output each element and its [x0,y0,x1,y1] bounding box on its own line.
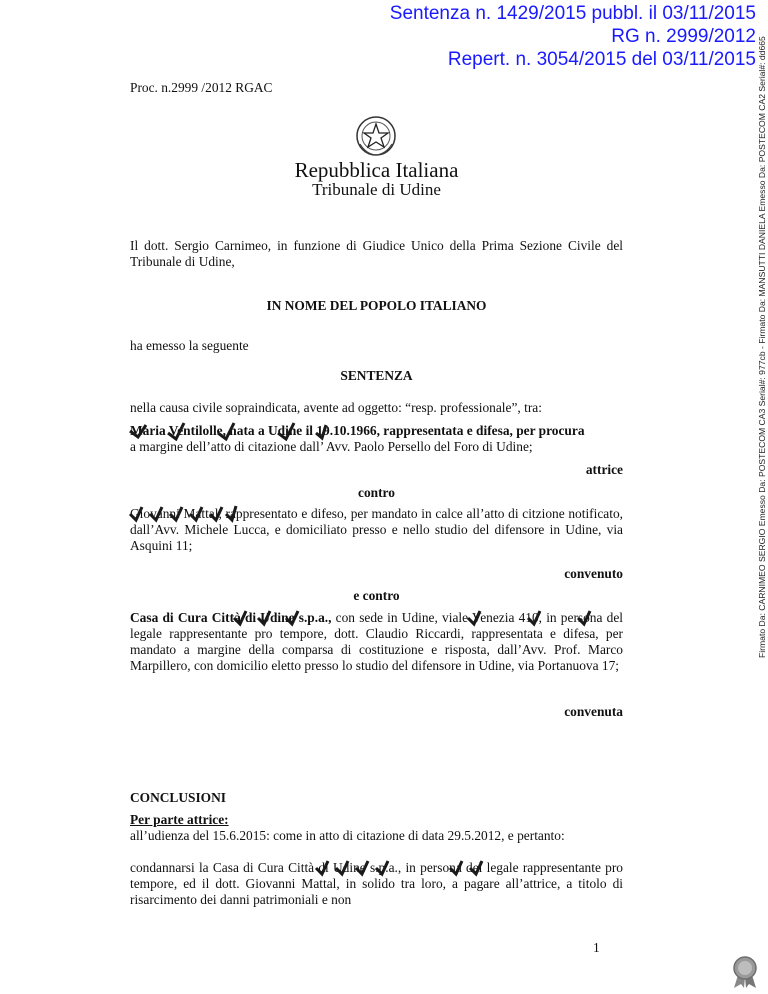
casa-name: Casa di Cura Città di Udine s.p.a., [130,610,332,625]
e-contro-label: e contro [353,588,400,603]
in-nome-heading: IN NOME DEL POPOLO ITALIANO [266,298,487,313]
rg-line: RG n. 2999/2012 [611,26,756,47]
republic-title: Repubblica Italiana [294,158,459,182]
casa-details: con sede in Udine, viale Venezia 410, in persona del legale rappresentante pro tempore, dott. Claudio Riccardi, rappresentata e difesa, per mandato a margine della comparsa di costituzione e risposta, dall’Avv. Prof. Marco Marpillero, con domicilio eletto presso lo studio del difensore in Udine, via Portanuova 17; [130,610,623,673]
per-parte-attrice: Per parte attrice: [130,812,229,827]
contro-label: contro [358,485,395,500]
intro-paragraph: Il dott. Sergio Carnimeo, in funzione di Giudice Unico della Prima Sezione Civile del Tribunale di Udine, [130,238,623,269]
attrice-line-1: Maria Ventilolle, nata a Udine il 19.10.1966, rappresentata e difesa, per procura [130,423,585,438]
emesso-line: ha emesso la seguente [130,338,249,353]
convenuto-label: convenuto [564,566,623,581]
redaction-mark-convenuto [128,502,238,524]
conclusioni-heading: CONCLUSIONI [130,790,226,805]
udienza-paragraph: all’udienza del 15.6.2015: come in atto di citazione di data 29.5.2012, e pertanto: [130,828,565,843]
attrice-label: attrice [585,462,623,477]
redaction-mark-attrice [128,419,328,441]
redaction-mark-casa [228,606,608,628]
proc-number: Proc. n.2999 /2012 RGAC [130,80,273,95]
repert-line: Repert. n. 3054/2015 del 03/11/2015 [447,49,756,70]
page-number: 1 [593,940,600,955]
sentenza-heading: SENTENZA [340,368,413,383]
tribunal-title: Tribunale di Udine [312,180,441,199]
condannarsi-paragraph: condannarsi la Casa di Cura Città di Udine s.p.a., in persona del legale rappresentante pro tempore, ed il dott. Giovanni Mattal, in solido tra loro, a pagare all’attrice, a titolo di risarcimento dei danni patrimoniali e non [130,860,623,907]
sentenza-line: Sentenza n. 1429/2015 pubbl. il 03/11/2015 [389,3,756,24]
document-stamp-header [390,2,756,71]
italian-emblem-icon [354,114,398,158]
convenuto-paragraph: Giovanni Mattal, rappresentato e difeso, per mandato in calce all’atto di citzione notificato, dall’Avv. Michele Lucca, e domiciliato presso e nello studio del difensore in Udine, via Asquini 11; [130,506,623,553]
redaction-mark-condannarsi [300,856,490,878]
convenuta-label: convenuta [564,704,623,719]
digital-signature-text: Firmato Da: CARNIMEO SERGIO Emesso Da: POSTECOM CA3 Serial#: 977cb - Firmato Da: MANSUTTI DANIELA Emesso Da: POSTECOM CA2 Serial#: dd665 [757,36,767,658]
causa-line: nella causa civile sopraindicata, avente ad oggetto: “resp. professionale”, tra: [130,400,542,415]
attrice-line-2: a margine dell’atto di citazione dall’ Avv. Paolo Persello del Foro di Udine; [130,439,533,454]
seal-badge-icon [730,955,760,989]
